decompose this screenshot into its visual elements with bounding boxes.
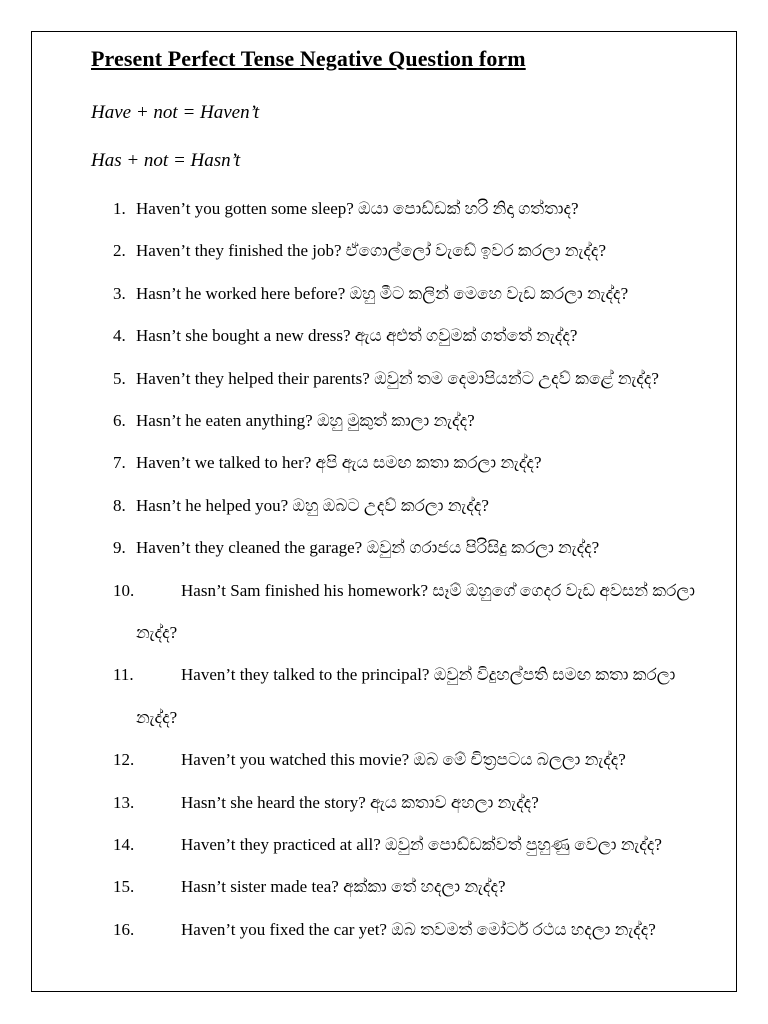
formula-has-not: Has + not = Hasn’t — [91, 150, 241, 171]
question-text: Haven’t they finished the job? ඒගොල්ලෝ වැඩේ ඉවර කරලා නැද්ද? — [136, 241, 606, 261]
question-text: Hasn’t he helped you? ඔහු ඔබට උදව් කරලා නැද්ද? — [136, 495, 489, 515]
question-number: 5. — [113, 368, 126, 388]
question-text: Hasn’t she heard the story? ඇය කතාව අහලා නැද්ද? — [181, 792, 539, 812]
question-text: Haven’t you watched this movie? ඔබ මේ චිත්‍රපටය බලලා නැද්ද? — [181, 750, 626, 770]
document-title: Present Perfect Tense Negative Question form — [91, 46, 526, 71]
question-number: 8. — [113, 495, 126, 515]
question-text: Haven’t they practiced at all? ඔවුන් පොඩ්ඩක්වත් පුහුණු වෙලා නැද්ද? — [181, 835, 662, 854]
question-number: 4. — [113, 326, 126, 346]
question-number: 13. — [113, 792, 135, 812]
question-number: 3. — [113, 283, 126, 303]
question-number: 12. — [113, 750, 135, 770]
question-text: Hasn’t she bought a new dress? ඇය අළුත් ගවුමක් ගත්තේ නැද්ද? — [136, 326, 578, 346]
question-number: 16. — [113, 919, 135, 939]
question-text: Hasn’t Sam finished his homework? සෑම් ඔහුගේ ගෙදර වැඩ අවසන් කරලා — [181, 580, 695, 600]
question-text: Haven’t they helped their parents? ඔවුන් තම දෙමාපියන්ට උදව් කළේ නැද්ද? — [136, 368, 659, 388]
question-text: Haven’t they talked to the principal? ඔවුන් විදුහල්පති සමඟ කතා කරලා — [181, 665, 676, 685]
question-number: 7. — [113, 453, 126, 473]
question-text: Haven’t we talked to her? අපි ඇය සමඟ කතා කරලා නැද්ද? — [136, 453, 542, 473]
question-text: Haven’t you fixed the car yet? ඔබ තවමත් මෝටර් රථය හදලා නැද්ද? — [181, 919, 656, 939]
question-number: 14. — [113, 835, 135, 854]
question-number: 2. — [113, 241, 126, 261]
question-continuation: නැද්ද? — [136, 707, 178, 727]
question-number: 1. — [113, 199, 126, 218]
question-number: 11. — [113, 665, 134, 685]
question-text: Hasn’t he worked here before? ඔහු මීට කලින් මෙහෙ වැඩ කරලා නැද්ද? — [136, 283, 629, 303]
question-number: 9. — [113, 538, 126, 558]
question-number: 10. — [113, 580, 135, 600]
question-continuation: නැද්ද? — [136, 623, 178, 642]
question-text: Hasn’t he eaten anything? ඔහු මුකුත් කාලා නැද්ද? — [136, 411, 475, 430]
question-number: 6. — [113, 411, 126, 430]
question-text: Haven’t they cleaned the garage? ඔවුන් ගරාජය පිරිසිදු කරලා නැද්ද? — [136, 538, 600, 558]
question-number: 15. — [113, 877, 135, 897]
question-text: Haven’t you gotten some sleep? ඔයා පොඩ්ඩක් හරි නිදා ගත්තාද? — [136, 199, 579, 218]
question-text: Hasn’t sister made tea? අක්කා තේ හදලා නැද්ද? — [181, 877, 506, 897]
formula-have-not: Have + not = Haven’t — [91, 102, 260, 123]
